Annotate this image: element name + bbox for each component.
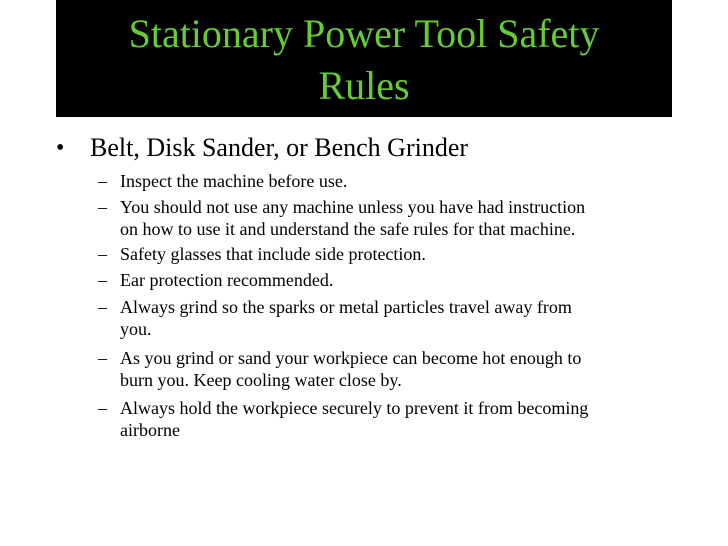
main-bullet-text: Belt, Disk Sander, or Bench Grinder bbox=[90, 133, 469, 162]
slide-title-line-2: Rules bbox=[318, 63, 410, 108]
bullet-icon: • bbox=[56, 135, 65, 161]
dash-icon: – bbox=[98, 171, 107, 191]
sub-bullet-text: Always hold the workpiece securely to prevent it from becoming bbox=[120, 398, 589, 418]
sub-bullet-text-continued: airborne bbox=[120, 420, 180, 440]
dash-icon: – bbox=[98, 398, 107, 418]
sub-bullet-text: Ear protection recommended. bbox=[120, 270, 334, 290]
sub-bullet-text: Always grind so the sparks or metal particles travel away from bbox=[120, 297, 572, 317]
sub-bullet-text-continued: on how to use it and understand the safe rules for that machine. bbox=[120, 219, 576, 239]
title-banner bbox=[56, 0, 672, 117]
sub-bullet-text-continued: you. bbox=[120, 319, 152, 339]
slide-title-line-1: Stationary Power Tool Safety bbox=[128, 11, 600, 56]
sub-bullet-text: Inspect the machine before use. bbox=[120, 171, 348, 191]
sub-bullet-text: You should not use any machine unless you have had instruction bbox=[120, 197, 586, 217]
dash-icon: – bbox=[98, 270, 107, 290]
dash-icon: – bbox=[98, 197, 107, 217]
dash-icon: – bbox=[98, 244, 107, 264]
dash-icon: – bbox=[98, 348, 107, 368]
sub-bullet-text: As you grind or sand your workpiece can become hot enough to bbox=[120, 348, 582, 368]
sub-bullet-text-continued: burn you. Keep cooling water close by. bbox=[120, 370, 402, 390]
sub-bullet-text: Safety glasses that include side protection. bbox=[120, 244, 426, 264]
dash-icon: – bbox=[98, 297, 107, 317]
